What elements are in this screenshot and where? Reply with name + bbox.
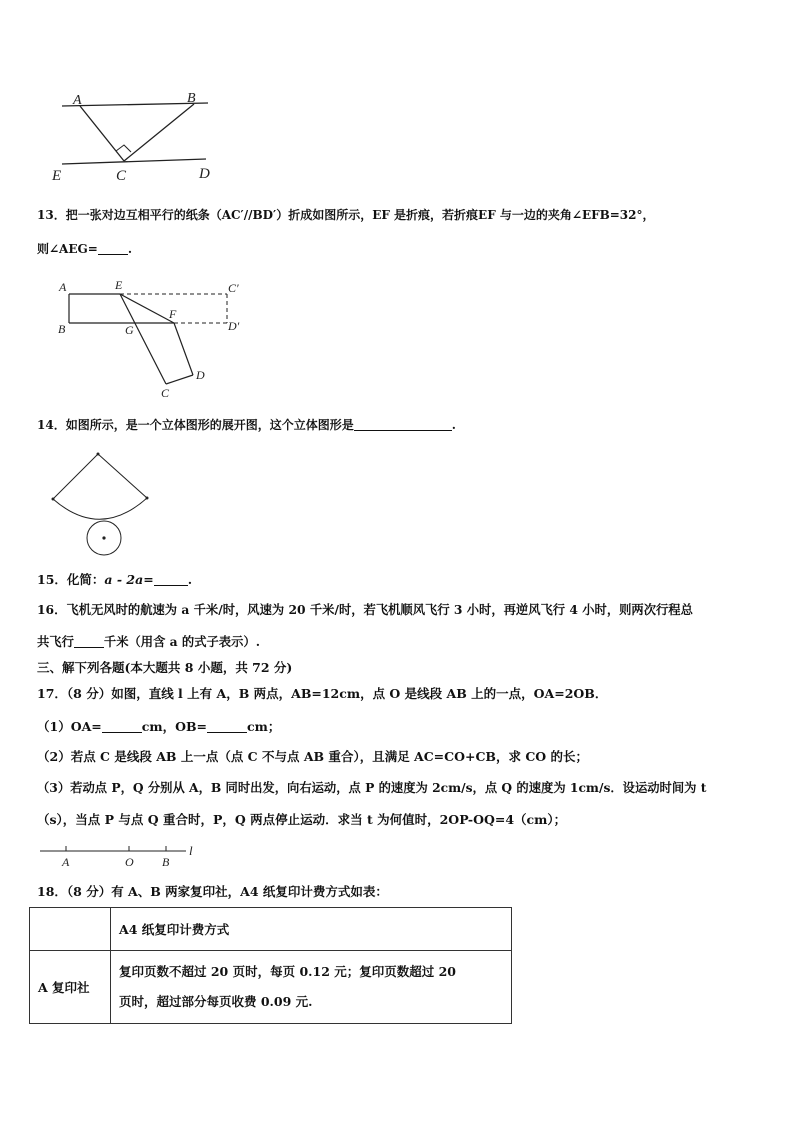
point-label-d-prime: D′ — [228, 319, 240, 333]
question-13-suffix: . — [127, 242, 133, 256]
question-15-equals: = — [143, 572, 154, 587]
answer-blank-13[interactable] — [98, 242, 128, 255]
question-17-part1-a: （1）OA= — [37, 719, 102, 734]
point-label-c: C — [116, 168, 127, 184]
question-15-expression: a - 2a — [104, 572, 144, 587]
answer-blank-14[interactable] — [354, 418, 452, 431]
geometry-figure-folded-strip — [55, 278, 255, 403]
cone-net-figure — [45, 448, 160, 560]
answer-blank-16[interactable] — [74, 635, 104, 648]
point-label-c: C — [161, 386, 170, 400]
question-16-prefix: 共飞行 — [37, 634, 74, 649]
point-label-b: B — [58, 322, 66, 336]
question-13-line1: 13．把一张对边互相平行的纸条（AC′//BD′）折成如图所示，EF 是折痕，若折痕EF 与一边的夹角∠EFB=32°， — [37, 208, 655, 222]
point-label-d: D — [199, 166, 210, 182]
question-18-line1: 18．（8 分）有 A、B 两家复印社，A4 纸复印计费方式如表： — [37, 884, 388, 899]
point-label-a: A — [73, 93, 82, 108]
question-13-prefix: 则∠AEG= — [37, 242, 98, 256]
table-row-description-line1: 复印页数不超过 20 页时，每页 0.12 元；复印页数超过 20 — [119, 964, 456, 979]
point-label-e: E — [52, 168, 62, 184]
answer-blank-17-ob[interactable] — [207, 720, 247, 733]
question-16-line2 — [37, 633, 260, 651]
table-row — [30, 951, 512, 1024]
table-header-row — [30, 908, 512, 951]
question-13-line2 — [37, 240, 132, 258]
point-label-d: D — [196, 368, 205, 382]
question-17-part3-line1: （3）若动点 P，Q 分别从 A，B 同时出发，向右运动，点 P 的速度为 2cm/s，点 Q 的速度为 1cm/s．设运动时间为 t — [37, 780, 707, 795]
answer-blank-15[interactable] — [154, 573, 188, 586]
geometry-figure-parallel-lines — [40, 88, 230, 188]
question-17-part1-b: cm，OB= — [141, 719, 208, 734]
point-label-a: A — [59, 280, 67, 294]
question-16-suffix: 千米（用含 a 的式子表示）. — [103, 634, 260, 649]
point-label-g: G — [125, 323, 134, 337]
question-17-part1 — [37, 718, 280, 736]
question-14-suffix: . — [451, 418, 456, 432]
answer-blank-17-oa[interactable] — [102, 720, 142, 733]
table-row-name: A 复印社 — [30, 951, 111, 1024]
question-15-prefix: 15．化简： — [37, 572, 105, 587]
number-line-label-a: A — [62, 855, 70, 869]
table-header-cell — [30, 908, 111, 951]
table-row-description-line2: 页时，超过部分每页收费 0.09 元. — [119, 994, 313, 1009]
question-15-suffix: . — [187, 572, 193, 587]
pricing-table — [29, 907, 512, 1024]
question-17-part2: （2）若点 C 是线段 AB 上一点（点 C 不与点 AB 重合），且满足 AC=CO+CB，求 CO 的长； — [37, 749, 589, 764]
question-17-line1: 17．（8 分）如图，直线 l 上有 A，B 两点，AB=12cm，点 O 是线段 AB 上的一点，OA=2OB． — [37, 686, 608, 701]
point-label-f: F — [169, 307, 177, 321]
question-14 — [37, 416, 456, 434]
point-label-b: B — [187, 91, 196, 106]
question-17-part3-line2: （s），当点 P 与点 Q 重合时，P，Q 两点停止运动．求当 t 为何值时，2OP-OQ=4（cm）； — [37, 812, 567, 827]
number-line-label-l: l — [189, 843, 193, 858]
question-16-line1: 16．飞机无风时的航速为 a 千米/时，风速为 20 千米/时，若飞机顺风飞行 3 小时，再逆风飞行 4 小时，则两次行程总 — [37, 602, 693, 617]
point-label-e: E — [115, 278, 123, 292]
question-15 — [37, 571, 192, 589]
question-14-text: 14．如图所示，是一个立体图形的展开图，这个立体图形是 — [37, 418, 354, 432]
table-header-cell: A4 纸复印计费方式 — [111, 908, 512, 951]
table-row-description — [111, 951, 512, 1024]
number-line-figure — [38, 840, 208, 872]
point-label-c-prime: C′ — [228, 281, 239, 295]
question-17-part1-c: cm； — [247, 719, 281, 734]
number-line-label-o: O — [125, 855, 134, 869]
section-3-heading: 三、解下列各题(本大题共 8 小题，共 72 分) — [37, 660, 293, 675]
number-line-label-b: B — [162, 855, 170, 869]
